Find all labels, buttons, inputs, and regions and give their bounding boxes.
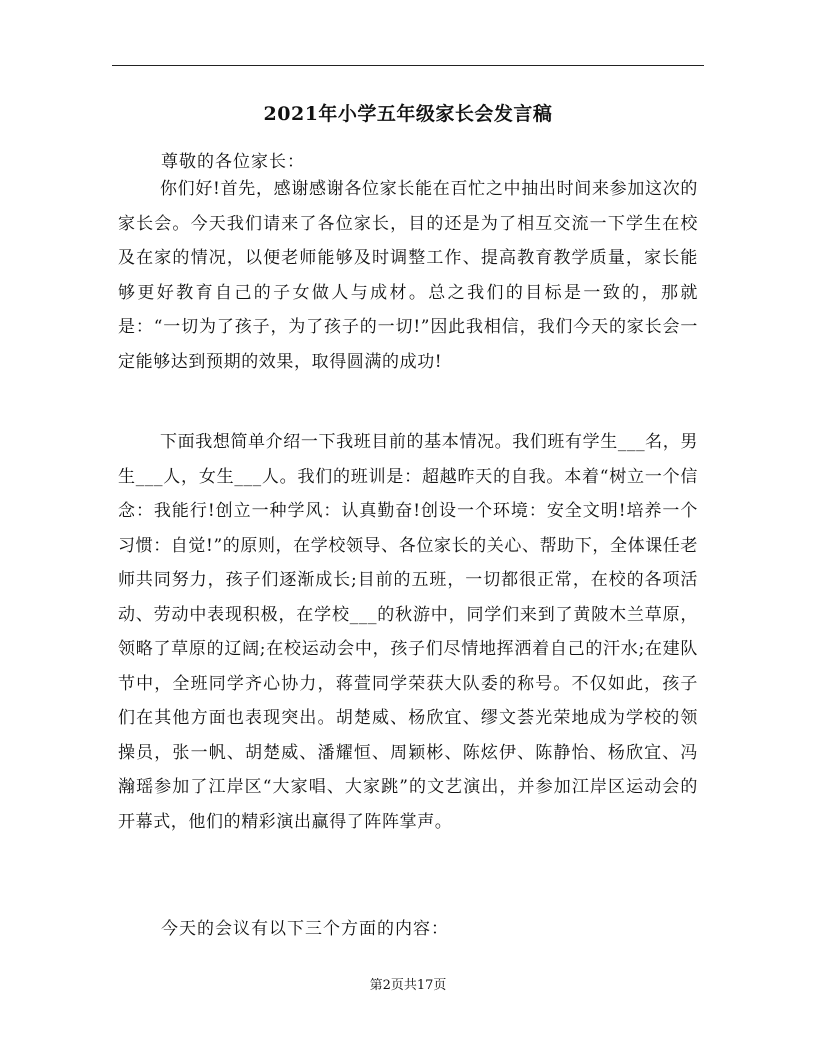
greeting-line: 尊敬的各位家长： — [161, 152, 305, 172]
document-title: 2021年小学五年级家长会发言稿 — [263, 103, 553, 125]
header-rule — [112, 65, 704, 66]
agenda-intro: 今天的会议有以下三个方面的内容： — [161, 919, 449, 939]
page-number: 第2页共17页 — [369, 978, 447, 993]
paragraph-welcome: 你们好!首先，感谢感谢各位家长能在百忙之中抽出时间来参加这次的家长会。今天我们请来了各位家长，目的还是为了相互交流一下学生在校及在家的情况，以便老师能够及时调整工作、提高教育教学质量，家长能够更好教育自己的子女做人与成材。总之我们的目标是一致的，那就是：“一切为了孩子，为了孩子的一切!”因此我相信，我们今天的家长会一定能够达到预期的效果，取得圆满的成功! — [118, 179, 698, 372]
paragraph-class-overview: 下面我想简单介绍一下我班目前的基本情况。我们班有学生___名，男生___人，女生___人。我们的班训是：超越昨天的自我。本着“树立一个信念：我能行!创立一种学风：认真勤奋!创设一个环境：安全文明!培养一个习惯：自觉!”的原则，在学校领导、各位家长的关心、帮助下，全体课任老师共同努力，孩子们逐渐成长;目前的五班，一切都很正常，在校的各项活动、劳动中表现积极，在学校___的秋游中，同学们来到了黄陂木兰草原，领略了草原的辽阔;在校运动会中，孩子们尽情地挥洒着自己的汗水;在建队节中，全班同学齐心协力，蒋萱同学荣获大队委的称号。不仅如此，孩子们在其他方面也表现突出。胡楚威、杨欣宜、缪文荟光荣地成为学校的领操员，张一帆、胡楚威、潘耀恒、周颖彬、陈炫伊、陈静怡、杨欣宜、冯瀚瑶参加了江岸区“大家唱、大家跳”的文艺演出，并参加江岸区运动会的开幕式，他们的精彩演出赢得了阵阵掌声。 — [118, 432, 698, 832]
